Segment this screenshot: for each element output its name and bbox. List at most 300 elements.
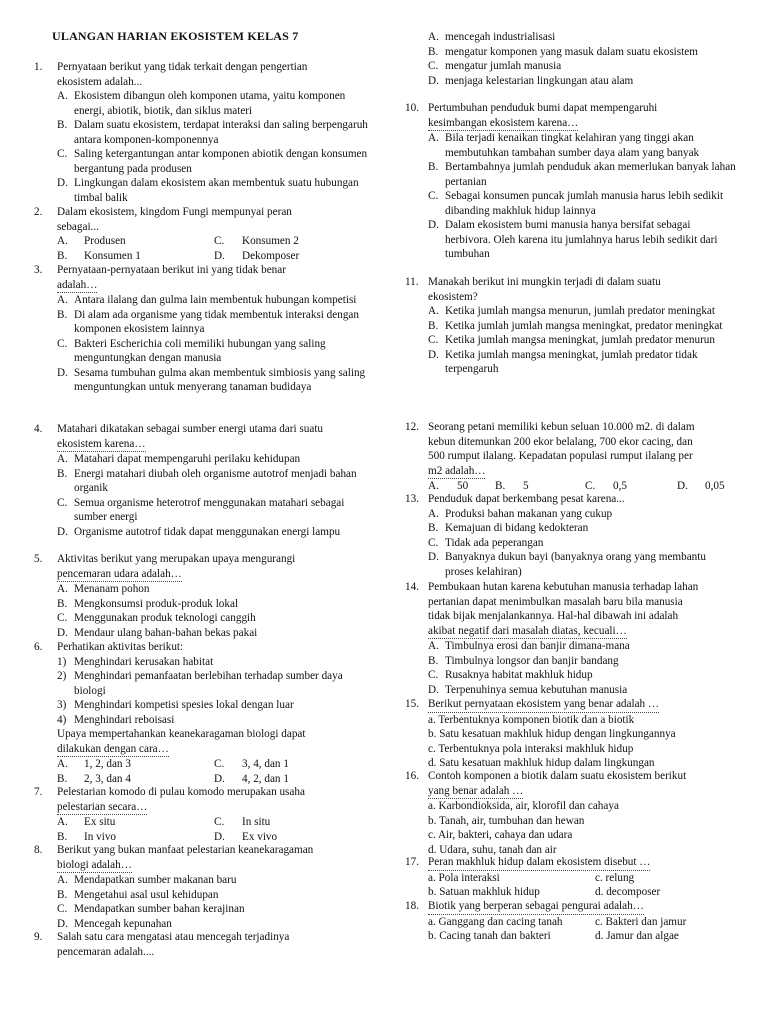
option-letter: B.: [495, 480, 506, 492]
option-letter: A.: [57, 816, 68, 828]
question-9-continued: [405, 30, 737, 88]
option-letter: 2): [57, 670, 67, 682]
option-text: a. Terbentuknya komponen biotik dan a biotik: [428, 713, 635, 726]
question-text-line: dilakukan dengan cara…: [57, 742, 169, 758]
option-text[interactable]: Konsumen 2: [242, 235, 299, 247]
question-text: [34, 930, 372, 945]
question-stem-line: [34, 263, 372, 278]
question-text-line: Pernyataan berikut yang tidak terkait dengan pengertian: [57, 61, 308, 73]
option-text: a. Karbondioksida, air, klorofil dan cahaya: [428, 800, 619, 812]
answer-option[interactable]: [405, 59, 737, 74]
question-text: [405, 784, 737, 800]
option-text[interactable]: 2, 3, dan 4: [84, 772, 131, 785]
answer-option[interactable]: [405, 550, 737, 579]
question-stem-line: [405, 769, 737, 784]
answer-option[interactable]: [405, 189, 737, 218]
answer-option-row: [34, 815, 372, 830]
option-letter: B.: [428, 319, 439, 332]
question-text: [34, 858, 372, 874]
question-number: 13.: [405, 493, 419, 505]
answer-option[interactable]: [405, 131, 737, 160]
question-text-line: Berikut pernyataan ekosistem yang benar adalah …: [428, 697, 659, 713]
answer-option[interactable]: [34, 89, 372, 118]
question-text: [405, 624, 737, 640]
question-stem-line: [405, 116, 737, 132]
question-stem-line: [405, 420, 737, 435]
option-text: Mendaur ulang bahan-bahan bekas pakai: [74, 626, 258, 639]
option-letter: C.: [57, 337, 68, 350]
option-text: Produksi bahan makanan yang cukup: [445, 507, 613, 520]
answer-option[interactable]: [405, 74, 737, 89]
option-text[interactable]: Dekomposer: [242, 249, 300, 262]
answer-option[interactable]: [34, 308, 372, 337]
question-6: [34, 640, 372, 786]
answer-option[interactable]: [405, 727, 737, 742]
answer-option[interactable]: [405, 160, 737, 189]
question-stem-line: [405, 784, 737, 800]
option-letter: B.: [57, 467, 68, 480]
option-text: menjaga kelestarian lingkungan atau alam: [445, 74, 634, 87]
question-text-line: Upaya mempertahankan keanekaragaman biologi dapat: [57, 728, 306, 740]
question-text-line: sebagai...: [57, 220, 99, 233]
option-text: Tidak ada peperangan: [445, 536, 544, 549]
option-text: Ketika jumlah mangsa meningkat, jumlah predator menurun: [445, 334, 715, 346]
answer-option[interactable]: [405, 507, 737, 522]
question-number: 1.: [34, 61, 43, 73]
option-letter: B.: [57, 249, 68, 262]
question-15: [405, 697, 737, 771]
question-stem-line: [405, 580, 737, 595]
question-3: [34, 263, 372, 395]
answer-option[interactable]: [34, 525, 372, 540]
option-text: Mendapatkan sumber makanan baru: [74, 874, 237, 886]
option-text[interactable]: Konsumen 1: [84, 249, 141, 262]
answer-option[interactable]: [34, 582, 372, 597]
question-stem-line: [405, 595, 737, 610]
answer-option[interactable]: [405, 828, 737, 843]
question-5: [34, 552, 372, 640]
option-text: Antara ilalang dan gulma lain membentuk hubungan kompetisi: [74, 294, 357, 306]
question-stem-line: [34, 205, 372, 220]
option-text: Mencegah kepunahan: [74, 917, 172, 930]
question-stem-line: [405, 609, 737, 624]
answer-option[interactable]: [405, 348, 737, 377]
answer-option[interactable]: [405, 319, 737, 334]
question-12: [405, 420, 737, 494]
option-text[interactable]: Ex situ: [84, 816, 116, 828]
question-number: 9.: [34, 931, 43, 943]
question-number: 8.: [34, 844, 43, 856]
option-letter: C.: [57, 148, 68, 160]
option-text: b. Satu kesatuan makhluk hidup dengan lingkungannya: [428, 728, 676, 740]
answer-option[interactable]: [405, 333, 737, 348]
answer-option[interactable]: [405, 814, 737, 829]
question-text: [34, 220, 372, 235]
question-number: 2.: [34, 206, 43, 218]
option-text[interactable]: a. Pola interaksi: [428, 871, 500, 884]
option-text[interactable]: 4, 2, dan 1: [242, 772, 289, 785]
option-text[interactable]: c. Bakteri dan jamur: [595, 915, 687, 928]
option-text: Sesama tumbuhan gulma akan membentuk simbiosis yang saling menguntungkan untuk menyerang tanaman budidaya: [74, 366, 366, 393]
option-text: Mengetahui asal usul kehidupan: [74, 888, 219, 901]
option-letter: B.: [428, 45, 439, 58]
question-text: [34, 75, 372, 90]
question-stem-line: [405, 449, 737, 464]
option-letter: 3): [57, 699, 67, 711]
question-text-line: Aktivitas berikut yang merupakan upaya mengurangi: [57, 553, 296, 565]
question-stem-line: [34, 422, 372, 437]
option-letter: C.: [214, 816, 225, 828]
question-text: [405, 769, 737, 784]
answer-option[interactable]: [34, 176, 372, 205]
option-text: Menggunakan produk teknologi canggih: [74, 612, 256, 624]
question-4: [34, 422, 372, 539]
option-letter: C.: [428, 536, 439, 549]
question-stem-line: [34, 75, 372, 90]
option-text[interactable]: 0,05: [705, 480, 725, 492]
question-text: [34, 800, 372, 816]
answer-option[interactable]: [34, 611, 372, 626]
question-text: [34, 843, 372, 858]
option-letter: B.: [428, 522, 439, 534]
option-text: Timbulnya longsor dan banjir bandang: [445, 654, 619, 667]
answer-option-row: [34, 249, 372, 264]
question-text-line: Penduduk dapat berkembang pesat karena...: [428, 493, 625, 505]
question-text: [405, 492, 737, 507]
question-stem-line: [34, 800, 372, 816]
exam-title: ULANGAN HARIAN EKOSISTEM KELAS 7: [52, 29, 299, 43]
option-text: Matahari dapat mempengaruhi perilaku kehidupan: [74, 453, 301, 465]
option-letter: C.: [428, 669, 439, 681]
answer-option[interactable]: [405, 799, 737, 814]
option-text: Dalam ekosistem bumi manusia hanya bersifat sebagai herbivora. Oleh karena itu jumlahnya harus lebih sedikit dari tumbuhan: [445, 219, 718, 260]
option-letter: A.: [57, 453, 68, 465]
option-letter: D.: [677, 480, 688, 492]
question-text-line: Berikut yang bukan manfaat pelestarian keanekaragaman: [57, 844, 314, 856]
option-text[interactable]: Produsen: [84, 235, 126, 247]
question-14: [405, 580, 737, 697]
question-stem-line: [405, 464, 737, 480]
option-text[interactable]: b. Cacing tanah dan bakteri: [428, 930, 551, 942]
answer-option[interactable]: [405, 639, 737, 654]
question-13: [405, 492, 737, 579]
question-text: [405, 101, 737, 116]
option-text[interactable]: c. relung: [595, 871, 635, 884]
question-number: 5.: [34, 553, 43, 565]
question-8: [34, 843, 372, 931]
answer-option[interactable]: [405, 668, 737, 683]
option-text: d. Udara, suhu, tanah dan air: [428, 843, 557, 856]
option-text: mengatur jumlah manusia: [445, 60, 562, 72]
option-text[interactable]: 0,5: [613, 480, 627, 492]
option-text: Organisme autotrof tidak dapat menggunakan energi lampu: [74, 525, 341, 538]
question-number: 11.: [405, 276, 419, 288]
option-text: Lingkungan dalam ekosistem akan membentuk suatu hubungan timbal balik: [74, 177, 359, 204]
question-text-line: pencemaran udara adalah…: [57, 567, 182, 583]
option-text: Ketika jumlah mangsa meningkat, jumlah predator tidak terpengaruh: [445, 348, 698, 375]
option-text: Banyaknya dukun bayi (banyaknya orang yang membantu proses kelahiran): [445, 551, 706, 578]
question-text-line: kesimbangan ekosistem karena…: [428, 116, 578, 132]
option-text: Di alam ada organisme yang tidak membentuk interaksi dengan komponen ekosistem lainnya: [74, 308, 359, 335]
option-letter: D.: [428, 219, 439, 231]
question-text-line: Contoh komponen a biotik dalam suatu ekosistem berikut: [428, 770, 687, 782]
option-letter: B.: [428, 654, 439, 667]
option-letter: B.: [57, 597, 68, 610]
option-text: Ketika jumlah mangsa menurun, jumlah predator meningkat: [445, 305, 715, 317]
answer-option-row: [405, 915, 737, 930]
option-text: Mengkonsumsi produk-produk lokal: [74, 597, 239, 610]
question-number: 12.: [405, 421, 419, 433]
option-letter: C.: [428, 60, 439, 72]
question-stem-line: [34, 437, 372, 453]
option-text: Rusaknya habitat makhluk hidup: [445, 669, 593, 681]
option-letter: D.: [428, 348, 439, 361]
question-text: [405, 449, 737, 464]
option-letter: A.: [428, 31, 439, 43]
option-text[interactable]: Ex vivo: [242, 830, 278, 843]
answer-option[interactable]: [34, 902, 372, 917]
option-letter: A.: [428, 507, 439, 520]
answer-option[interactable]: [34, 597, 372, 612]
option-text: d. Satu kesatuan makhluk hidup dalam lingkungan: [428, 757, 655, 769]
option-letter: A.: [57, 294, 68, 306]
answer-option-row: [34, 234, 372, 249]
question-text: [34, 727, 372, 742]
question-number: 17.: [405, 856, 419, 868]
option-text[interactable]: 5: [523, 480, 529, 492]
option-letter: 1): [57, 655, 67, 668]
answer-option[interactable]: [34, 873, 372, 888]
question-stem-line: [405, 101, 737, 116]
answer-option[interactable]: [405, 654, 737, 669]
question-number: 4.: [34, 423, 43, 435]
question-number: 10.: [405, 102, 419, 114]
answer-option[interactable]: [34, 655, 372, 670]
option-text: Dalam suatu ekosistem, terdapat interaksi dan saling berpengaruh antara komponen-komponennya: [74, 119, 368, 146]
option-text: Kemajuan di bidang kedokteran: [445, 522, 589, 534]
question-text: [34, 422, 372, 437]
question-text-line: ekosistem adalah...: [57, 75, 143, 88]
option-letter: A.: [428, 640, 439, 652]
option-letter: A.: [57, 583, 68, 595]
option-letter: D.: [57, 177, 68, 189]
question-stem-line: [405, 290, 737, 305]
option-text: Saling ketergantungan antar komponen abiotik dengan konsumen bergantung pada produsen: [74, 148, 368, 175]
question-text: [405, 464, 737, 480]
answer-option[interactable]: [405, 536, 737, 551]
option-text[interactable]: b. Satuan makhluk hidup: [428, 886, 540, 898]
option-text: Ekosistem dibangun oleh komponen utama, yaitu komponen energi, abiotik, biotik, dan siklus materi: [74, 90, 346, 117]
answer-option-row: [34, 757, 372, 772]
option-text: Menghindari kerusakan habitat: [74, 655, 214, 668]
question-text-line: Seorang petani memiliki kebun seluan 10.000 m2. di dalam: [428, 421, 695, 433]
answer-option[interactable]: [405, 742, 737, 757]
option-text: Mendapatkan sumber bahan kerajinan: [74, 903, 245, 915]
question-text-line: ekosistem?: [428, 290, 478, 303]
answer-option[interactable]: [34, 698, 372, 713]
answer-option[interactable]: [405, 218, 737, 262]
option-text: mencegah industrialisasi: [445, 31, 556, 43]
option-text: mengatur komponen yang masuk dalam suatu ekosistem: [445, 45, 698, 58]
question-stem-line: [405, 435, 737, 450]
question-text: [405, 899, 737, 915]
answer-option[interactable]: [34, 496, 372, 525]
answer-option[interactable]: [34, 669, 372, 698]
option-text: Semua organisme heterotrof menggunakan matahari sebagai sumber energi: [74, 496, 345, 523]
question-1: [34, 60, 372, 205]
question-text: [405, 697, 737, 713]
option-text: Ketika jumlah jumlah mangsa meningkat, predator meningkat: [445, 319, 723, 332]
question-text-line: biologi adalah…: [57, 858, 132, 874]
option-letter: D.: [57, 525, 68, 538]
answer-option[interactable]: [405, 683, 737, 698]
option-text: Sebagai konsumen puncak jumlah manusia harus lebih sedikit dibanding makhluk hidup lainnya: [445, 190, 724, 217]
option-text: Terpenuhinya semua kebutuhan manusia: [445, 683, 628, 696]
question-text-line: Dalam ekosistem, kingdom Fungi mempunyai peran: [57, 206, 292, 218]
question-text: [34, 205, 372, 220]
question-text: [34, 263, 372, 278]
question-number: 6.: [34, 641, 43, 653]
question-text: [34, 785, 372, 800]
question-text: [405, 275, 737, 290]
question-text: [405, 290, 737, 305]
question-text-line: akibat negatif dari masalah diatas, kecuali…: [428, 624, 627, 640]
option-letter: B.: [57, 888, 68, 901]
question-9: [34, 930, 372, 959]
question-text-line: Perhatikan aktivitas berikut:: [57, 641, 184, 653]
question-text-line: m2 adalah…: [428, 464, 485, 480]
option-letter: D.: [214, 772, 225, 785]
option-letter: B.: [57, 772, 68, 785]
question-stem-line: [34, 220, 372, 235]
option-text[interactable]: In vivo: [84, 830, 117, 843]
question-text-line: Peran makhluk hidup dalam ekosistem disebut …: [428, 855, 650, 871]
option-letter: A.: [428, 132, 439, 144]
answer-option[interactable]: [405, 304, 737, 319]
answer-option[interactable]: [405, 45, 737, 60]
answer-option[interactable]: [34, 917, 372, 932]
question-stem-line: [34, 60, 372, 75]
question-number: 15.: [405, 698, 419, 710]
option-letter: C.: [585, 480, 596, 492]
question-text-line: Pembukaan hutan karena kebutuhan manusia terhadap lahan: [428, 581, 699, 593]
question-text-line: Pertumbuhan penduduk bumi dapat mempengaruhi: [428, 102, 658, 114]
option-text[interactable]: 1, 2, dan 3: [84, 758, 131, 770]
question-2: [34, 205, 372, 263]
option-text[interactable]: d. Jamur dan algae: [595, 930, 679, 942]
option-text: Timbulnya erosi dan banjir dimana-mana: [445, 640, 630, 652]
option-letter: D.: [57, 917, 68, 930]
question-text-line: kebun ditemunkan 200 ekor belalang, 700 ekor cacing, dan: [428, 435, 693, 448]
option-letter: C.: [57, 496, 68, 509]
question-text: [405, 420, 737, 435]
question-text-line: Salah satu cara mengatasi atau mencegah terjadinya: [57, 931, 290, 943]
question-17: [405, 855, 737, 900]
answer-option[interactable]: [34, 118, 372, 147]
option-text[interactable]: a. Ganggang dan cacing tanah: [428, 915, 563, 928]
option-text: b. Tanah, air, tumbuhan dan hewan: [428, 814, 585, 827]
question-text: [34, 437, 372, 453]
option-text[interactable]: 50: [457, 480, 469, 492]
question-stem-line: [405, 697, 737, 713]
option-letter: A.: [57, 758, 68, 770]
option-text: Menanam pohon: [74, 583, 150, 595]
question-text: [34, 945, 372, 960]
option-text[interactable]: 3, 4, dan 1: [242, 758, 289, 770]
answer-option[interactable]: [405, 713, 737, 728]
option-letter: B.: [57, 830, 68, 843]
question-stem-line: [34, 727, 372, 742]
question-text-line: pertanian dapat menimbulkan masalah baru bila manusia: [428, 595, 683, 608]
option-letter: D.: [214, 249, 225, 262]
question-16: [405, 769, 737, 857]
answer-option[interactable]: [34, 713, 372, 728]
question-number: 16.: [405, 770, 419, 782]
option-text: Bakteri Escherichia coli memiliki hubungan yang saling menguntungkan dengan manusia: [74, 337, 326, 364]
question-number: 3.: [34, 264, 43, 276]
option-letter: A.: [57, 90, 68, 102]
option-letter: D.: [214, 830, 225, 843]
answer-option-row: [405, 929, 737, 944]
answer-option[interactable]: [34, 452, 372, 467]
option-letter: D.: [428, 683, 439, 696]
option-text[interactable]: d. decomposer: [595, 886, 661, 898]
answer-option-row: [34, 830, 372, 845]
question-text-line: ekosistem karena…: [57, 437, 146, 453]
question-text-line: Pernyataan-pernyataan berikut ini yang tidak benar: [57, 264, 286, 276]
question-text-line: Pelestarian komodo di pulau komodo merupakan usaha: [57, 786, 305, 798]
option-text: c. Air, bakteri, cahaya dan udara: [428, 829, 573, 841]
answer-option[interactable]: [34, 626, 372, 641]
option-letter: C.: [57, 612, 68, 624]
question-text: [34, 552, 372, 567]
option-letter: C.: [428, 190, 439, 202]
question-stem-line: [34, 278, 372, 294]
question-text-line: pelestarian secara…: [57, 800, 147, 816]
answer-option[interactable]: [34, 888, 372, 903]
question-stem-line: [405, 855, 737, 871]
option-text[interactable]: In situ: [242, 816, 271, 828]
question-text-line: pencemaran adalah....: [57, 945, 155, 958]
answer-option[interactable]: [34, 467, 372, 496]
question-number: 18.: [405, 900, 419, 912]
answer-option[interactable]: [405, 521, 737, 536]
answer-option[interactable]: [34, 337, 372, 366]
answer-option[interactable]: [405, 30, 737, 45]
question-stem-line: [405, 275, 737, 290]
question-text-line: Biotik yang berperan sebagai pengurai adalah…: [428, 899, 644, 915]
option-letter: D.: [428, 74, 439, 87]
option-letter: C.: [214, 758, 225, 770]
option-text: Bila terjadi kenaikan tingkat kelahiran yang tinggi akan membutuhkan tambahan sumber daya alam yang banyak: [445, 132, 700, 159]
answer-option[interactable]: [34, 147, 372, 176]
question-stem-line: [405, 624, 737, 640]
option-letter: A.: [428, 480, 439, 492]
option-text: Menghindari reboisasi: [74, 713, 175, 726]
question-10: [405, 101, 737, 262]
question-text: [405, 595, 737, 610]
option-letter: D.: [57, 626, 68, 639]
question-text-line: tidak bijak menjalankannya. Hal-hal dibawah ini adalah: [428, 610, 679, 622]
option-letter: D.: [428, 551, 439, 563]
option-letter: B.: [428, 161, 439, 173]
question-text-line: adalah…: [57, 278, 97, 294]
answer-option[interactable]: [34, 293, 372, 308]
question-stem-line: [34, 945, 372, 960]
question-text: [405, 855, 737, 871]
answer-option[interactable]: [34, 366, 372, 395]
option-letter: C.: [214, 235, 225, 247]
